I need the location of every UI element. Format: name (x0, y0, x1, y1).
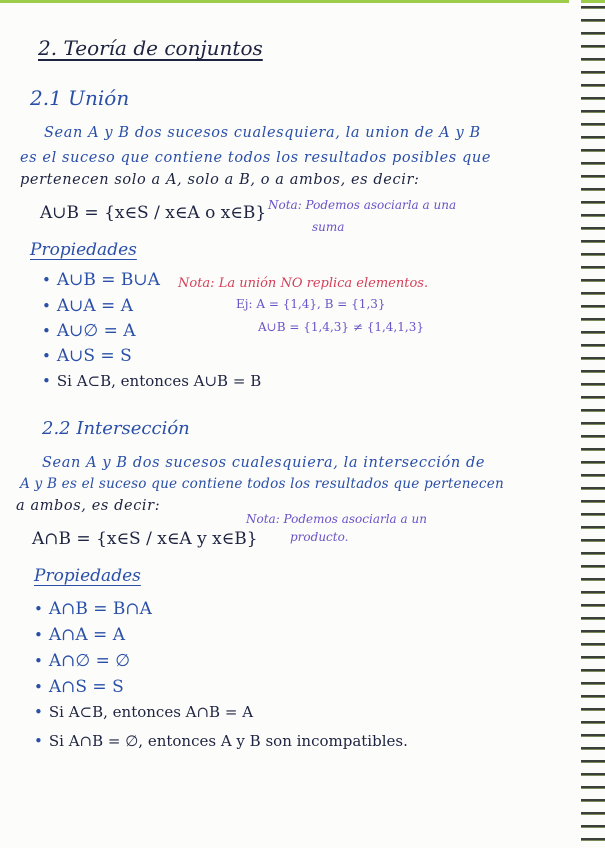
intersection-property-6: • Si A∩B = ∅, entonces A y B son incompatibles. (34, 732, 408, 750)
union-formula: A∪B = {x∈S / x∈A o x∈B} (40, 203, 267, 223)
intersection-property-2: • A∩A = A (34, 625, 125, 645)
intersection-property-5: • Si A⊂B, entonces A∩B = A (34, 703, 254, 721)
intersection-property-1: • A∩B = B∩A (34, 599, 152, 619)
page-top-edge (0, 0, 605, 3)
intersection-property-4: • A∩S = S (34, 677, 124, 697)
intersection-formula: A∩B = {x∈S / x∈A y x∈B} (32, 529, 258, 549)
union-property-1: • A∪B = B∪A (42, 270, 160, 290)
union-definition-line-1: Sean A y B dos sucesos cualesquiera, la union de A y B (44, 125, 481, 141)
union-property-2: • A∪A = A (42, 296, 133, 316)
section-title: 2. Teoría de conjuntos (38, 36, 263, 60)
union-example-line-1: Ej: A = {1,4}, B = {1,3} (236, 297, 386, 311)
union-example-line-2: A∪B = {1,4,3} ≠ {1,4,1,3} (258, 320, 424, 334)
intersection-definition-line-3: a ambos, es decir: (16, 498, 161, 514)
union-definition-line-2: es el suceso que contiene todos los resultados posibles que (20, 150, 492, 166)
notebook-spiral (569, 0, 605, 848)
union-property-3: • A∪∅ = A (42, 321, 136, 341)
intersection-heading: 2.2 Intersección (42, 418, 190, 439)
union-properties-title: Propiedades (30, 240, 137, 260)
intersection-property-3: • A∩∅ = ∅ (34, 651, 131, 671)
union-note-line-2: suma (312, 220, 345, 234)
intersection-properties-title: Propiedades (34, 566, 141, 586)
union-note-line-1: Nota: Podemos asociarla a una (268, 198, 457, 212)
intersection-definition-line-1: Sean A y B dos sucesos cualesquiera, la intersección de (42, 455, 486, 471)
union-note-2: Nota: La unión NO replica elementos. (178, 276, 429, 291)
union-property-4: • A∪S = S (42, 346, 132, 366)
union-definition-line-3: pertenecen solo a A, solo a B, o a ambos, es decir: (20, 172, 420, 188)
union-heading: 2.1 Unión (30, 86, 130, 110)
intersection-note-line-2: producto. (290, 530, 349, 544)
intersection-definition-line-2: A y B es el suceso que contiene todos los resultados que pertenecen (20, 476, 504, 492)
union-property-5: • Si A⊂B, entonces A∪B = B (42, 372, 262, 390)
intersection-note-line-1: Nota: Podemos asociarla a un (246, 512, 427, 526)
